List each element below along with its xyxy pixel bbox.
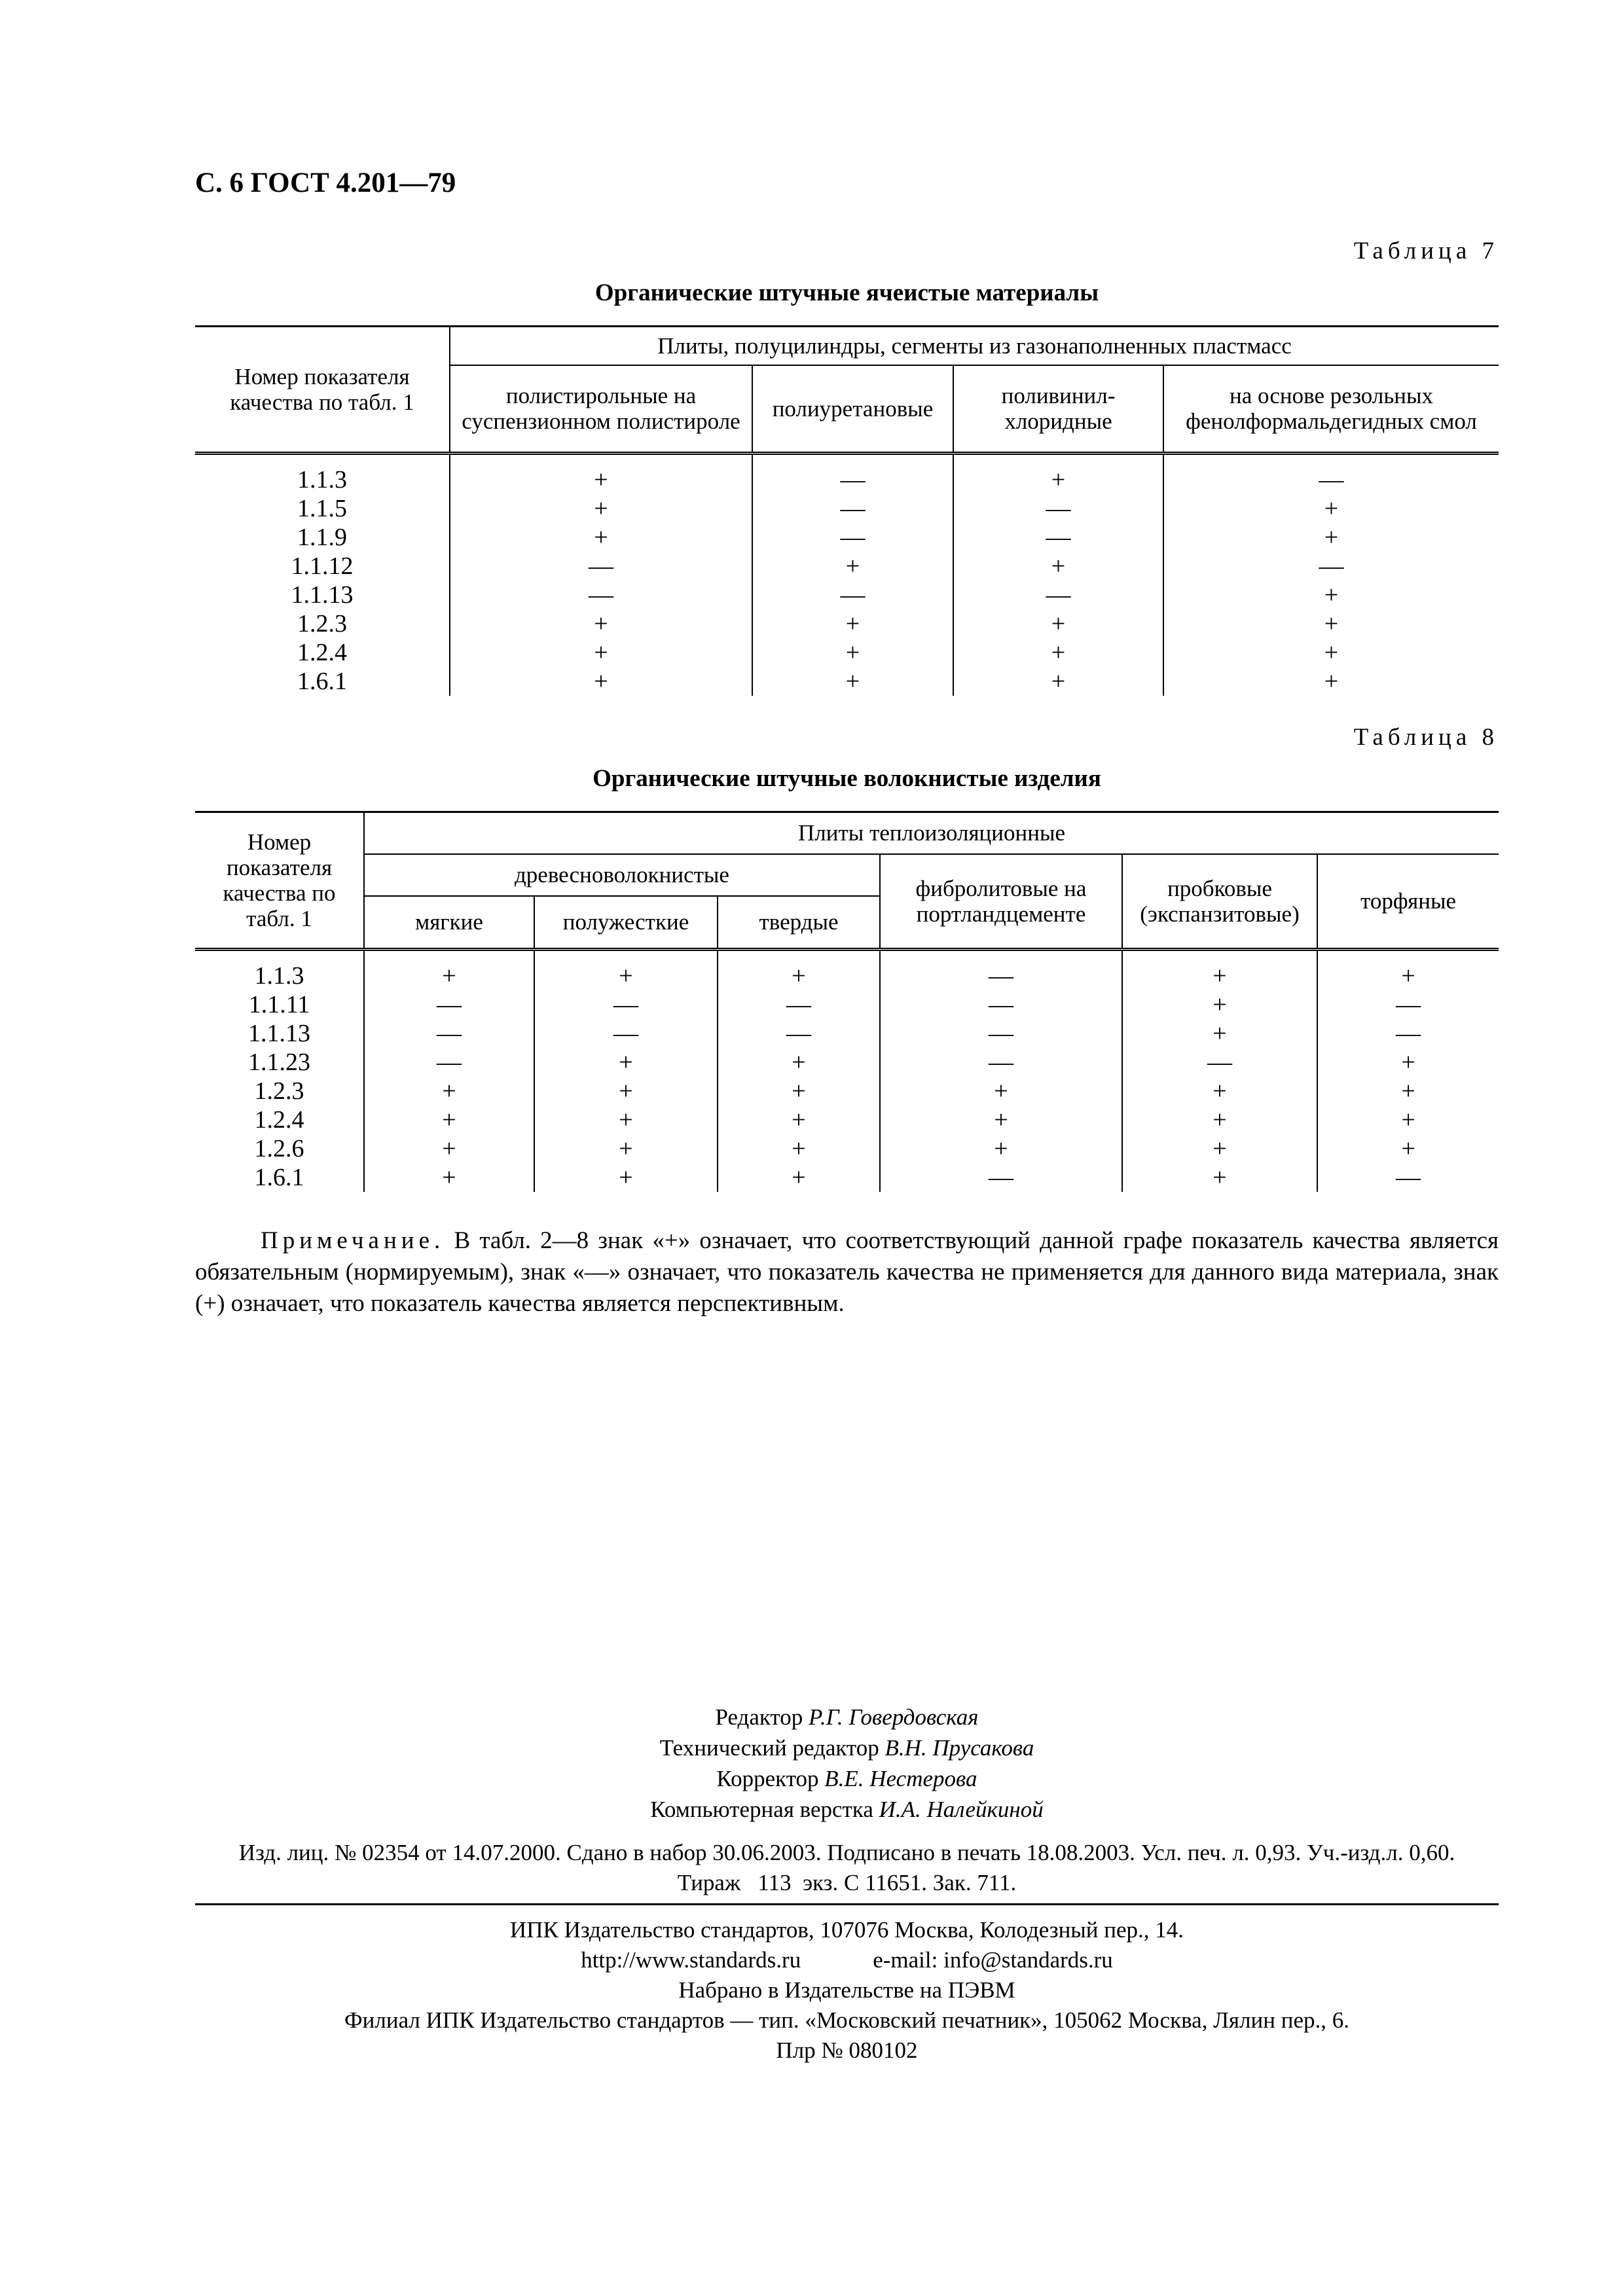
cell: + (534, 1163, 718, 1192)
cell: + (1163, 494, 1499, 523)
cell: — (880, 1048, 1122, 1077)
table8-col-header: торфяные (1317, 854, 1499, 950)
table8-col-header: фибролитовые на портландцементе (880, 854, 1122, 950)
cell: + (534, 1134, 718, 1163)
cell: + (953, 552, 1163, 581)
table8 (195, 811, 1499, 1192)
table-row (195, 1048, 1499, 1077)
row-id: 1.6.1 (297, 667, 347, 695)
cell: + (364, 1077, 534, 1105)
table8-caption: Таблица 8 (1353, 724, 1499, 751)
table-row (195, 581, 1499, 609)
row-id: 1.1.11 (248, 990, 310, 1018)
row-id: 1.2.4 (297, 638, 347, 666)
credit-line: Корректор В.Е. Нестерова (716, 1766, 977, 1791)
cell: — (752, 494, 953, 523)
row-id: 1.1.13 (291, 581, 354, 609)
cell: + (1122, 1105, 1317, 1134)
table7-col-header: полиуретановые (752, 365, 953, 454)
cell: + (364, 1163, 534, 1192)
publisher (195, 1915, 1499, 2066)
cell: + (953, 638, 1163, 667)
cell: — (880, 1019, 1122, 1048)
cell: — (1317, 1019, 1499, 1048)
publisher-line: Набрано в Издательстве на ПЭВМ (678, 1977, 1015, 2003)
table8-subcol-header: мягкие (364, 896, 534, 950)
table7-col-header: полистирольные на суспензионном полистироле (450, 365, 752, 454)
credits (195, 1702, 1499, 1825)
publisher-line: ИПК Издательство стандартов, 107076 Москва, Колодезный пер., 14. (509, 1917, 1184, 1943)
cell: + (752, 638, 953, 667)
cell: + (1122, 950, 1317, 991)
cell: + (953, 667, 1163, 696)
table-row (195, 1163, 1499, 1192)
row-id: 1.2.3 (297, 609, 347, 637)
credit-line: Редактор Р.Г. Говердовская (715, 1704, 979, 1730)
table-row (195, 950, 1499, 991)
cell: — (1122, 1048, 1317, 1077)
row-id: 1.1.3 (297, 465, 347, 493)
row-id: 1.1.23 (248, 1048, 310, 1076)
table7-caption: Таблица 7 (1353, 238, 1499, 264)
cell: — (1163, 552, 1499, 581)
cell: + (1163, 667, 1499, 696)
table7-group-header: Плиты, полуцилиндры, сегменты из газонаполненных пластмасс (450, 327, 1499, 365)
cell: + (953, 609, 1163, 638)
cell: + (534, 1105, 718, 1134)
row-id: 1.1.9 (297, 523, 347, 551)
cell: — (718, 1019, 880, 1048)
cell: + (364, 1134, 534, 1163)
cell: — (953, 494, 1163, 523)
table7-stub-header: Номер показателя качества по табл. 1 (195, 327, 450, 454)
table-row (195, 1019, 1499, 1048)
cell: + (534, 1077, 718, 1105)
publisher-email: e-mail: info@standards.ru (873, 1947, 1113, 1973)
row-id: 1.1.5 (297, 494, 347, 522)
cell: + (1122, 1077, 1317, 1105)
note (195, 1225, 1499, 1319)
table-row (195, 667, 1499, 696)
table-row (195, 494, 1499, 523)
table8-subcol-header: полужесткие (534, 896, 718, 950)
cell: — (718, 990, 880, 1019)
cell: — (364, 1048, 534, 1077)
cell: — (364, 990, 534, 1019)
table7-col-header: на основе резольных фенолформальдегидных смол (1163, 365, 1499, 454)
imprint-line: Тираж 113 экз. С 11651. Зак. 711. (677, 1870, 1017, 1895)
table-row (195, 1134, 1499, 1163)
cell: — (752, 581, 953, 609)
cell: — (1317, 1163, 1499, 1192)
table8-stub-header: Номер показателя качества по табл. 1 (195, 812, 364, 950)
cell: + (1317, 950, 1499, 991)
cell: + (880, 1077, 1122, 1105)
table-row (195, 523, 1499, 552)
cell: — (880, 1163, 1122, 1192)
row-id: 1.1.13 (248, 1019, 310, 1047)
credit-line: Технический редактор В.Н. Прусакова (659, 1735, 1034, 1761)
cell: + (1317, 1048, 1499, 1077)
cell: + (718, 1163, 880, 1192)
cell: — (953, 581, 1163, 609)
cell: + (880, 1105, 1122, 1134)
cell: + (1122, 1163, 1317, 1192)
cell: — (450, 581, 752, 609)
cell: + (1317, 1077, 1499, 1105)
row-id: 1.6.1 (254, 1163, 304, 1191)
cell: + (450, 638, 752, 667)
cell: — (880, 950, 1122, 991)
page-header: С. 6 ГОСТ 4.201—79 (195, 168, 456, 198)
cell: + (1163, 638, 1499, 667)
cell: + (1163, 609, 1499, 638)
cell: + (364, 950, 534, 991)
cell: + (534, 1048, 718, 1077)
table-row (195, 552, 1499, 581)
cell: — (1163, 454, 1499, 495)
table-row (195, 990, 1499, 1019)
cell: + (364, 1105, 534, 1134)
cell: + (1317, 1134, 1499, 1163)
cell: + (534, 950, 718, 991)
publisher-url: http://www.standards.ru (581, 1947, 801, 1973)
imprint (195, 1838, 1499, 1898)
cell: — (1317, 990, 1499, 1019)
cell: + (1163, 523, 1499, 552)
cell: + (450, 609, 752, 638)
table7-col-header: поливинил-хлоридные (953, 365, 1163, 454)
row-id: 1.1.3 (254, 961, 304, 990)
imprint-line: Изд. лиц. № 02354 от 14.07.2000. Сдано в набор 30.06.2003. Подписано в печать 18.08.2003. Усл. печ. л. 0,93. Уч.-изд.л. 0,60. (238, 1840, 1455, 1865)
table8-subgroup-header: древесноволокнистые (364, 854, 880, 896)
cell: + (953, 454, 1163, 495)
cell: + (450, 523, 752, 552)
cell: + (450, 667, 752, 696)
table-row (195, 454, 1499, 495)
table8-subcol-header: твердые (718, 896, 880, 950)
cell: — (880, 990, 1122, 1019)
cell: — (752, 454, 953, 495)
table-row (195, 609, 1499, 638)
cell: + (718, 1077, 880, 1105)
cell: + (1122, 1019, 1317, 1048)
table7 (195, 325, 1499, 696)
cell: + (718, 1134, 880, 1163)
table8-group-header: Плиты теплоизоляционные (364, 812, 1499, 854)
table-row (195, 638, 1499, 667)
row-id: 1.2.3 (254, 1077, 304, 1105)
cell: + (1122, 990, 1317, 1019)
cell: + (880, 1134, 1122, 1163)
cell: — (450, 552, 752, 581)
publisher-line: Филиал ИПК Издательство стандартов — тип. «Московский печатник», 105062 Москва, Лялин пер., 6. (344, 2007, 1349, 2033)
row-id: 1.2.4 (254, 1105, 304, 1134)
note-label: Примечание. (261, 1227, 445, 1254)
cell: + (1122, 1134, 1317, 1163)
cell: + (450, 454, 752, 495)
cell: + (1317, 1105, 1499, 1134)
cell: + (1163, 581, 1499, 609)
cell: + (718, 950, 880, 991)
publisher-contacts (195, 1945, 1499, 1975)
cell: — (534, 1019, 718, 1048)
table-row (195, 1077, 1499, 1105)
cell: — (752, 523, 953, 552)
cell: + (752, 552, 953, 581)
note-text: В табл. 2—8 знак «+» означает, что соответствующий данной графе показатель качества является обязательным (нормируемым), знак «—» означает, что показатель качества не применяется для данного вида материала, знак (+) означает, что показатель качества является перспективным. (195, 1227, 1499, 1317)
cell: + (450, 494, 752, 523)
cell: — (364, 1019, 534, 1048)
cell: + (718, 1105, 880, 1134)
table7-title: Органические штучные ячеистые материалы (594, 279, 1099, 306)
cell: + (718, 1048, 880, 1077)
table8-title: Органические штучные волокнистые изделия (593, 765, 1101, 792)
credit-line: Компьютерная верстка И.А. Налейкиной (650, 1797, 1044, 1822)
publisher-line: Плр № 080102 (776, 2037, 918, 2063)
table-row (195, 1105, 1499, 1134)
cell: + (752, 609, 953, 638)
cell: — (953, 523, 1163, 552)
row-id: 1.2.6 (254, 1134, 304, 1162)
divider (195, 1903, 1499, 1905)
cell: — (534, 990, 718, 1019)
row-id: 1.1.12 (291, 552, 354, 580)
cell: + (752, 667, 953, 696)
table8-col-header: пробковые (экспанзитовые) (1122, 854, 1317, 950)
